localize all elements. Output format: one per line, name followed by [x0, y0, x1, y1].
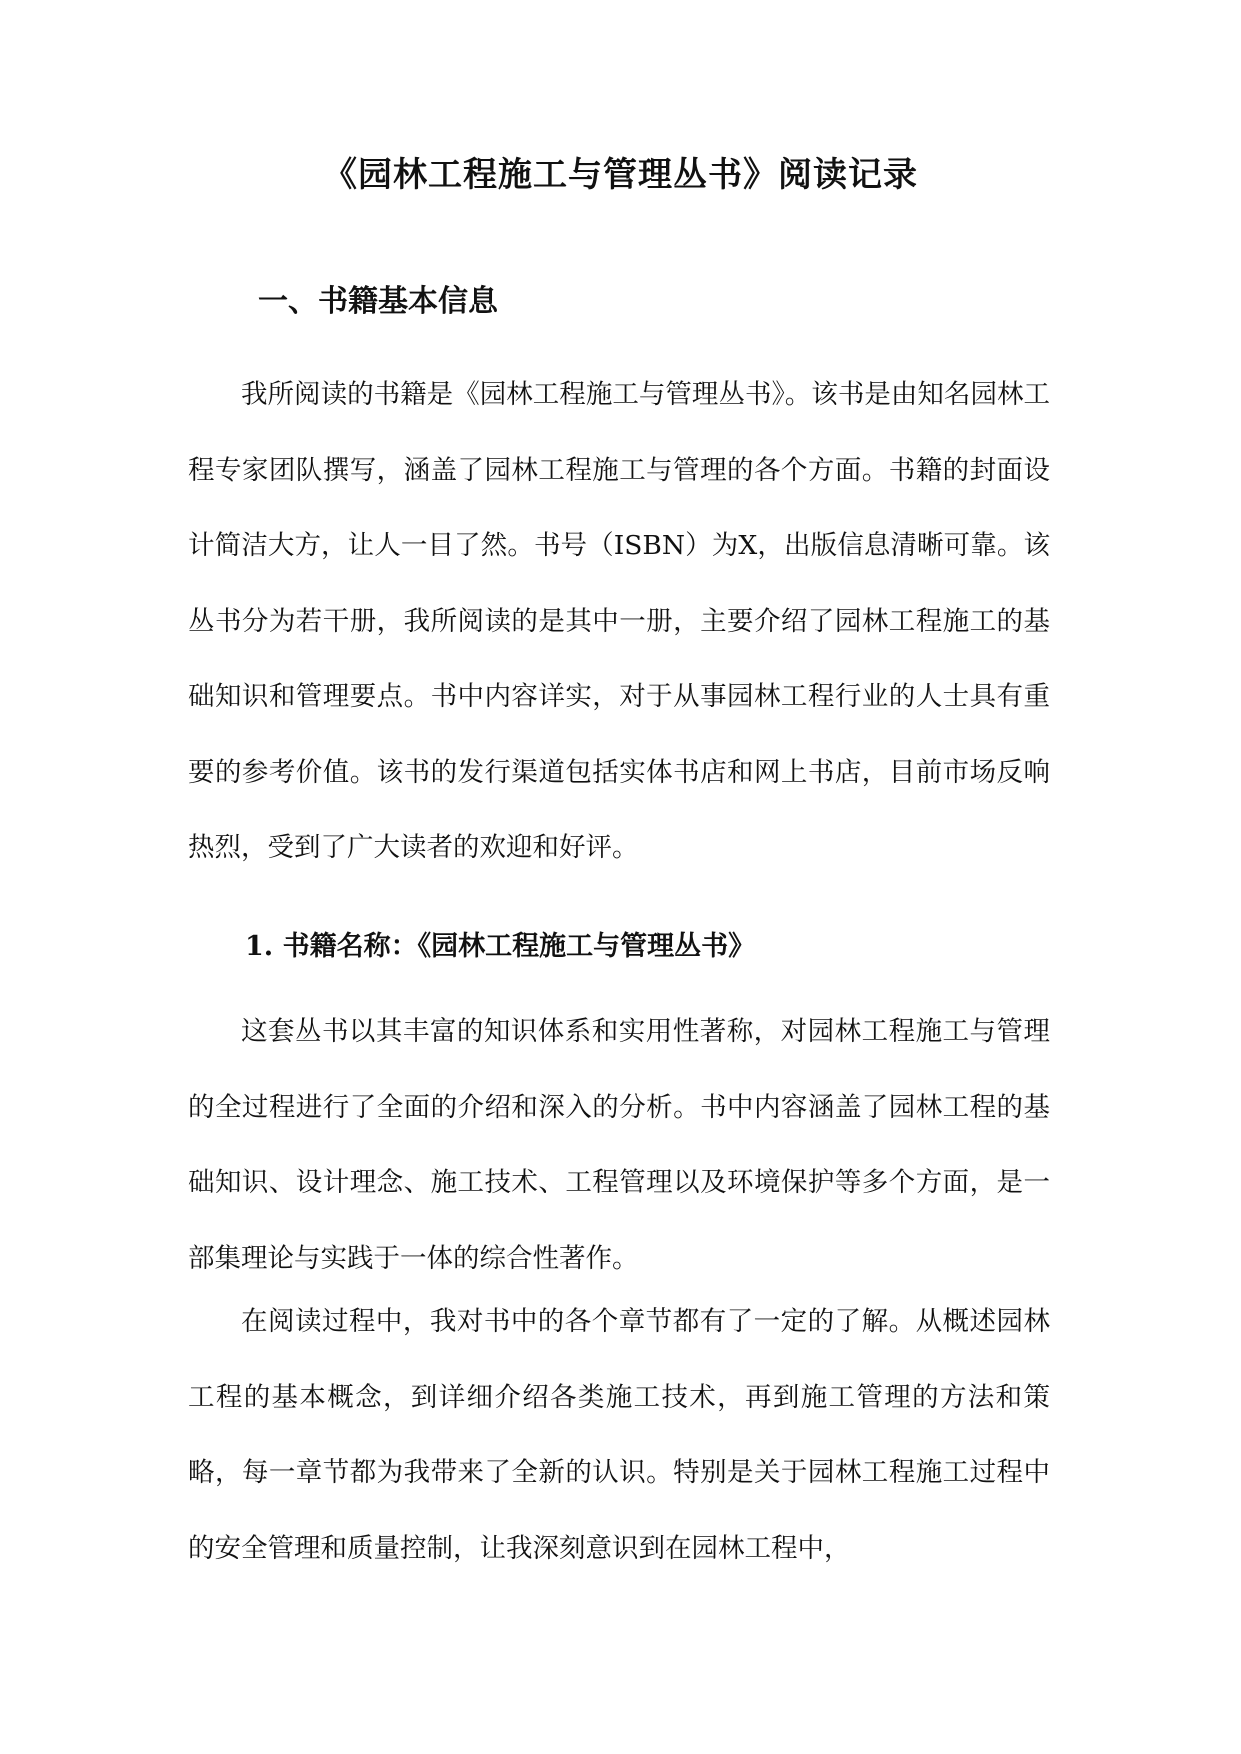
paragraph-series-overview: 这套丛书以其丰富的知识体系和实用性著称，对园林工程施工与管理的全过程进行了全面的介绍和深入的分析。书中内容涵盖了园林工程的基础知识、设计理念、施工技术、工程管理以及环境保护等多个方面，是一部集理论与实践于一体的综合性著作。 — [188, 1016, 1050, 1274]
paragraph-book-info: 我所阅读的书籍是《园林工程施工与管理丛书》。该书是由知名园林工程专家团队撰写，涵盖了园林工程施工与管理的各个方面。书籍的封面设计简洁大方，让人一目了然。书号（ISBN）为X，出版信息清晰可靠。该丛书分为若干册，我所阅读的是其中一册，主要介绍了园林工程施工的基础知识和管理要点。书中内容详实，对于从事园林工程行业的人士具有重要的参考价值。该书的发行渠道包括实体书店和网上书店，目前市场反响热烈，受到了广大读者的欢迎和好评。 — [188, 379, 1050, 863]
document-title: 《园林工程施工与管理丛书》阅读记录 — [323, 155, 918, 195]
section-heading-basic-info: 一、书籍基本信息 — [258, 284, 498, 319]
paragraph-reading-process: 在阅读过程中，我对书中的各个章节都有了一定的了解。从概述园林工程的基本概念，到详细介绍各类施工技术，再到施工管理的方法和策略，每一章节都为我带来了全新的认识。特别是关于园林工程施工过程中的安全管理和质量控制，让我深刻意识到在园林工程中， — [188, 1306, 1050, 1564]
subheading-book-name: 1. 书籍名称：《园林工程施工与管理丛书》 — [245, 931, 756, 962]
